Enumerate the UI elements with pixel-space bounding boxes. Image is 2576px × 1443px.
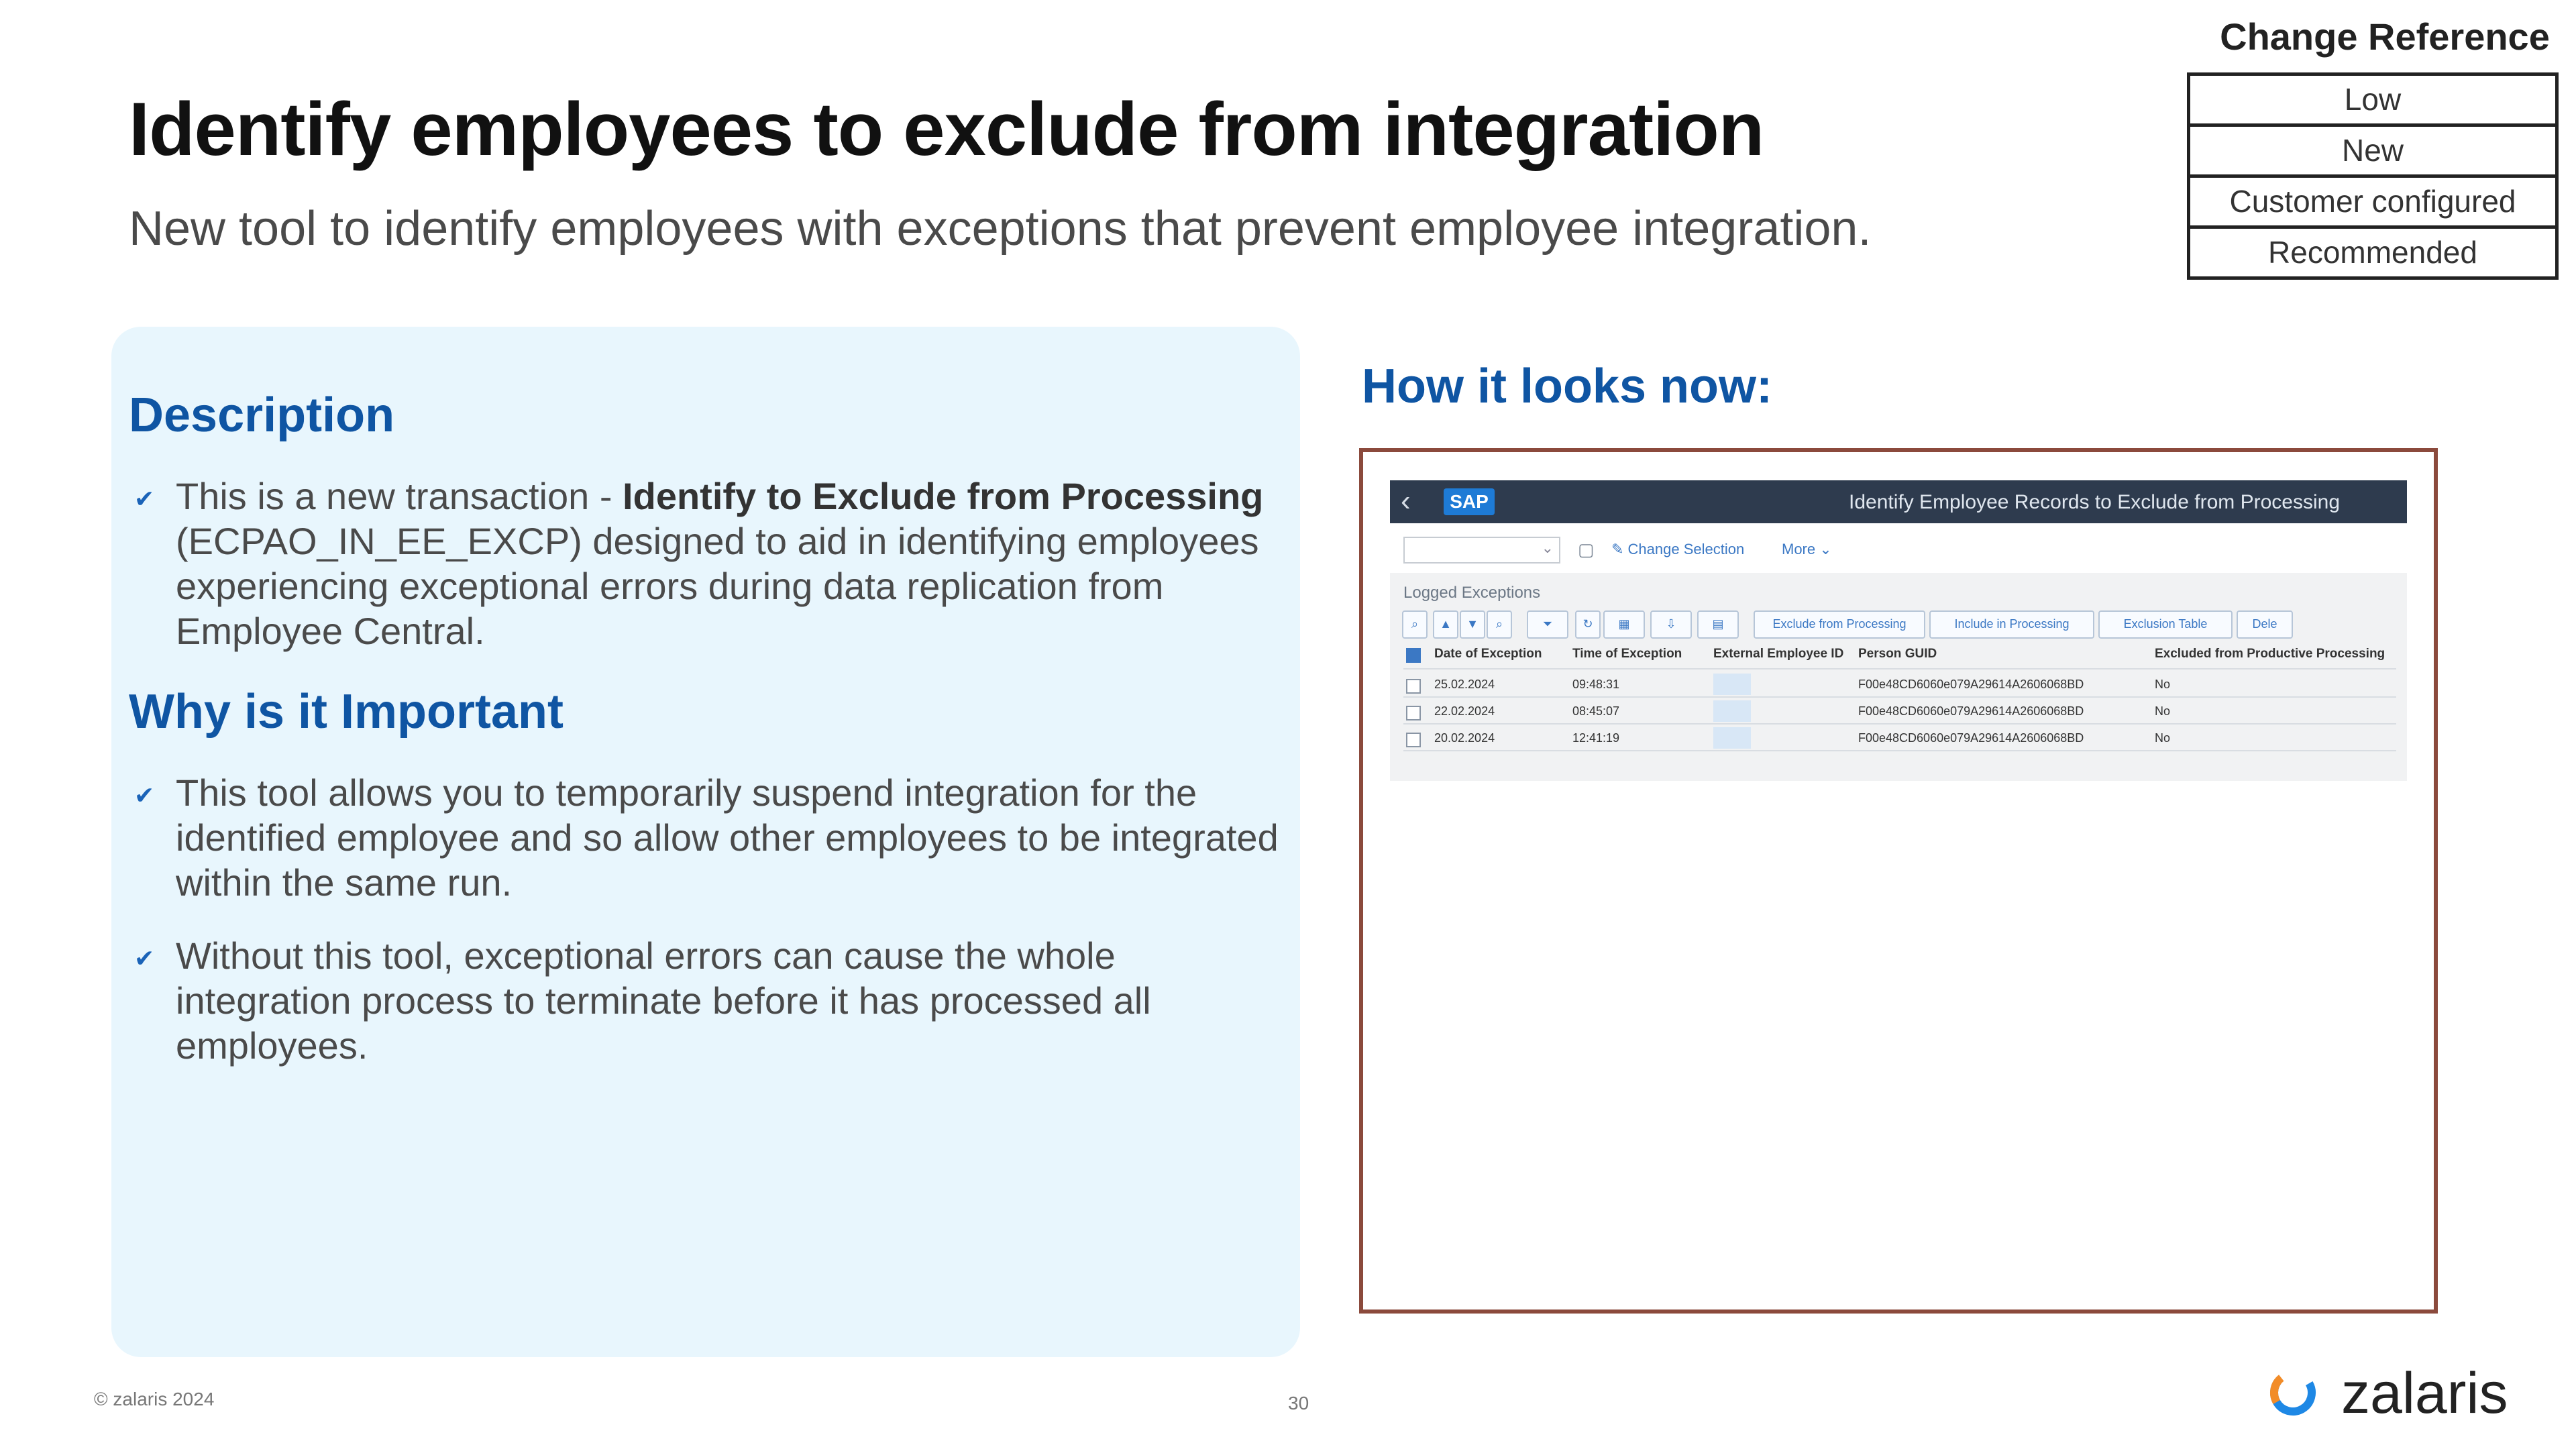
sap-logo: SAP	[1444, 488, 1495, 515]
column-header[interactable]: Excluded from Productive Processing	[2155, 647, 2385, 661]
employee-id-cell[interactable]	[1713, 727, 1751, 749]
delete-button[interactable]: Dele	[2237, 610, 2293, 639]
change-reference-recommendation: Recommended	[2268, 235, 2477, 270]
row-checkbox[interactable]	[1406, 706, 1421, 720]
filter-icon[interactable]: ⏷	[1527, 610, 1568, 639]
row-divider	[1403, 696, 2396, 698]
layout-icon[interactable]: ▦	[1603, 610, 1645, 639]
description-bullet: ✔ This is a new transaction - Identify to Exclude from Processing (ECPAO_IN_EE_EXCP) designed to aid in identifying employees experiencing exceptional errors during data replication from Employee Central.	[134, 475, 1264, 652]
exclude-from-processing-button[interactable]: Exclude from Processing	[1754, 610, 1925, 639]
employee-id-cell[interactable]	[1713, 674, 1751, 695]
importance-heading: Why is it Important	[129, 685, 564, 739]
include-in-processing-button[interactable]: Include in Processing	[1929, 610, 2094, 639]
slide-title: Identify employees to exclude from integration	[129, 87, 1764, 171]
save-variant-icon[interactable]: ▢	[1578, 539, 1595, 559]
section-title: Logged Exceptions	[1403, 584, 1541, 602]
change-reference-level: Low	[2190, 76, 2555, 127]
row-divider	[1403, 668, 2396, 670]
app-title: Identify Employee Records to Exclude from Processing	[1849, 491, 2340, 513]
table-cell: 25.02.2024	[1434, 678, 1495, 691]
column-header[interactable]: External Employee ID	[1713, 647, 1844, 661]
chevron-down-icon: ⌄	[1541, 539, 1554, 556]
row-checkbox[interactable]	[1406, 679, 1421, 694]
change-reference-config: Customer configured	[2190, 178, 2555, 229]
table-cell: F00e48CD6060e079A29614A2606068BD	[1858, 678, 2084, 691]
column-header[interactable]: Person GUID	[1858, 647, 1937, 661]
check-icon: ✔	[134, 945, 155, 972]
copyright-text: © zalaris 2024	[94, 1389, 215, 1409]
slide-subtitle: New tool to identify employees with exceptions that prevent employee integration.	[129, 202, 1872, 256]
column-header[interactable]: Time of Exception	[1572, 647, 1682, 661]
app-toolbar	[1390, 531, 2407, 569]
screenshot-frame	[1359, 448, 2438, 1314]
sap-shell-bar	[1390, 480, 2407, 523]
change-selection-button[interactable]: ✎ Change Selection	[1611, 541, 1745, 557]
table-cell: 20.02.2024	[1434, 731, 1495, 745]
description-bullets	[134, 474, 1289, 680]
transaction-name: Identify to Exclude from Processing	[623, 475, 1264, 517]
sort-descending-icon[interactable]: ▼	[1460, 610, 1485, 639]
exclusion-table-button[interactable]: Exclusion Table	[2098, 610, 2233, 639]
find-icon[interactable]: ⌕	[1487, 610, 1512, 639]
importance-bullets	[134, 770, 1289, 1095]
table-cell: F00e48CD6060e079A29614A2606068BD	[1858, 731, 2084, 745]
zalaris-logo-icon	[2267, 1367, 2318, 1418]
importance-bullet: ✔ This tool allows you to temporarily suspend integration for the identified employee and so allow other employees to be integrated within the same run.	[134, 771, 1279, 904]
table-cell: 12:41:19	[1572, 731, 1620, 745]
change-reference-heading: Change Reference	[2220, 15, 2550, 58]
table-cell: 08:45:07	[1572, 704, 1620, 718]
view-icon[interactable]: ▤	[1697, 610, 1739, 639]
back-icon[interactable]: ‹	[1401, 484, 1411, 517]
select-all-checkbox[interactable]	[1406, 648, 1421, 663]
change-reference-table	[2187, 72, 2559, 280]
refresh-icon[interactable]: ↻	[1575, 610, 1601, 639]
importance-bullet: ✔ Without this tool, exceptional errors can cause the whole integration process to terminate before it has processed all employees.	[134, 934, 1151, 1067]
employee-id-cell[interactable]	[1713, 700, 1751, 722]
row-checkbox[interactable]	[1406, 733, 1421, 747]
sort-ascending-icon[interactable]: ▲	[1433, 610, 1458, 639]
change-reference-type: New	[2190, 127, 2555, 178]
row-divider	[1403, 750, 2396, 751]
table-cell: 22.02.2024	[1434, 704, 1495, 718]
column-header[interactable]: Date of Exception	[1434, 647, 1542, 661]
more-menu-button[interactable]: More ⌄	[1782, 541, 1832, 557]
page-number: 30	[1288, 1393, 1309, 1413]
table-cell: No	[2155, 731, 2171, 745]
check-icon: ✔	[134, 485, 155, 513]
exceptions-table	[1390, 573, 2407, 781]
table-cell: No	[2155, 704, 2171, 718]
table-cell: F00e48CD6060e079A29614A2606068BD	[1858, 704, 2084, 718]
table-cell: No	[2155, 678, 2171, 691]
export-icon[interactable]: ⇩	[1650, 610, 1692, 639]
zalaris-logo-text: zalaris	[2341, 1361, 2508, 1426]
description-heading: Description	[129, 388, 395, 442]
check-icon: ✔	[134, 782, 155, 809]
table-cell: 09:48:31	[1572, 678, 1620, 691]
screenshot-heading: How it looks now:	[1362, 360, 1772, 413]
search-icon[interactable]: ⌕	[1402, 610, 1428, 639]
row-divider	[1403, 723, 2396, 725]
variant-select[interactable]	[1403, 537, 1560, 564]
